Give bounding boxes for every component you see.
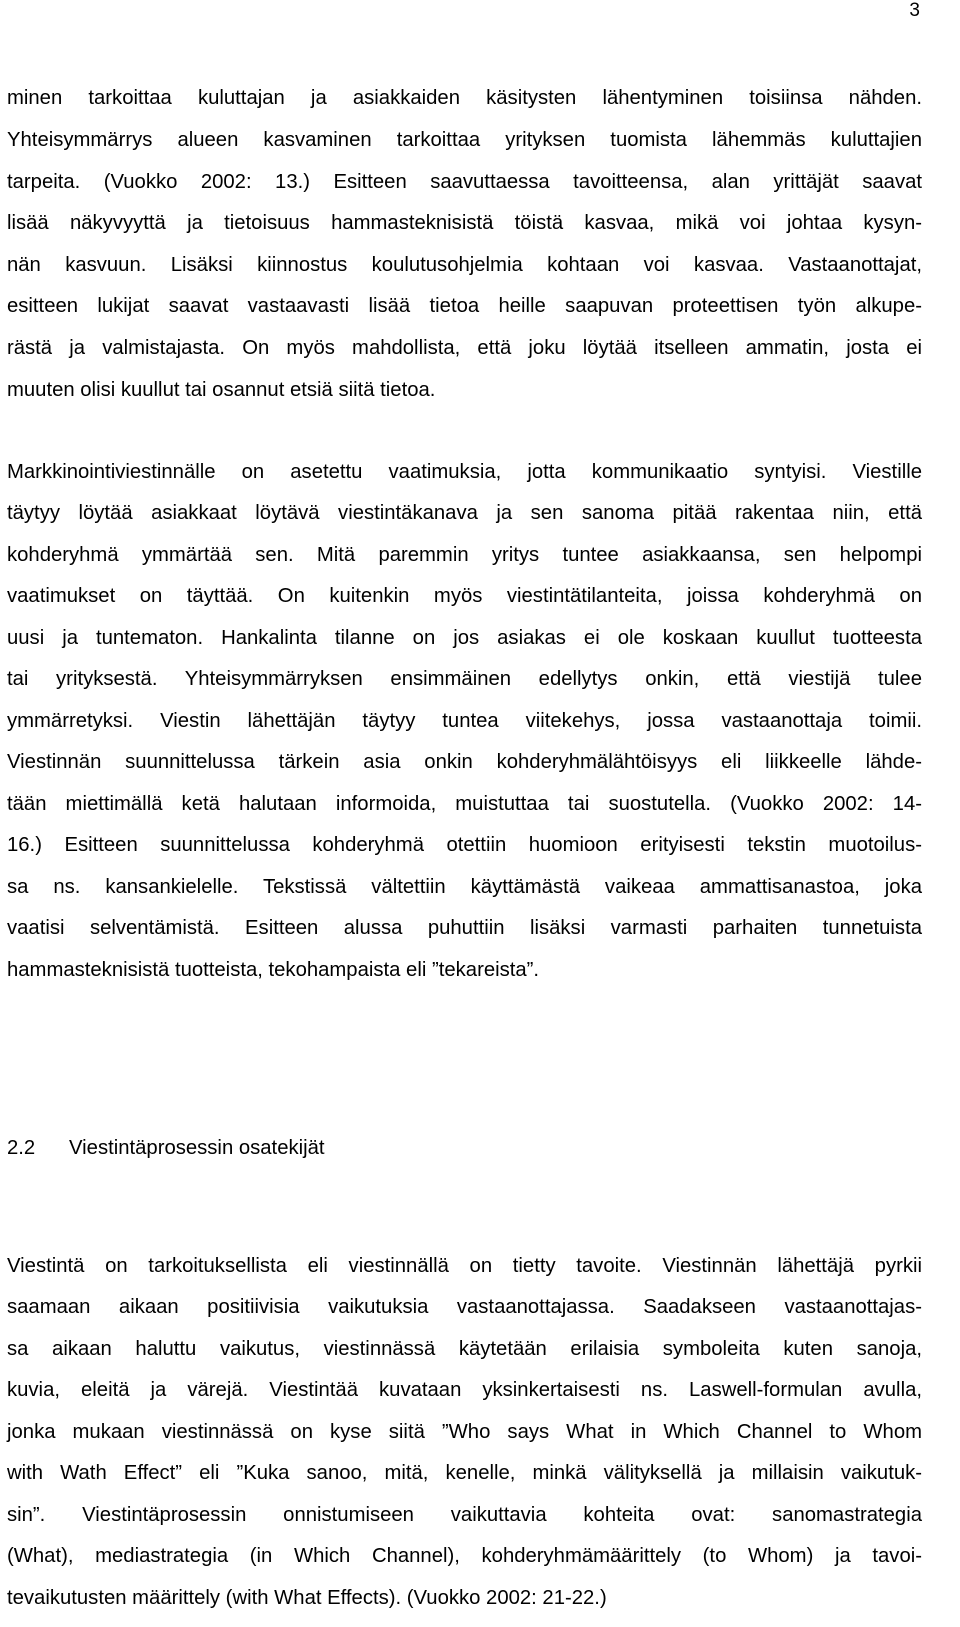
- text-line: tai yrityksestä. Yhteisymmärryksen ensimmäinen edellytys onkin, että viestijä tulee: [7, 668, 922, 690]
- text-line: minen tarkoittaa kuluttajan ja asiakkaiden käsitysten lähentyminen toisiinsa nähden.: [7, 87, 922, 109]
- text-line: sa aikaan haluttu vaikutus, viestinnässä käytetään erilaisia symboleita kuten sanoja,: [7, 1338, 922, 1360]
- section-number: 2.2: [7, 1137, 36, 1159]
- text-line: ymmärretyksi. Viestin lähettäjän täytyy tuntea viitekehys, jossa vastaanottaja toimii.: [7, 710, 922, 732]
- text-line: Yhteisymmärrys alueen kasvaminen tarkoittaa yrityksen tuomista lähemmäs kuluttajien: [7, 129, 922, 151]
- text-line: tevaikutusten määrittely (with What Effects). (Vuokko 2002: 21-22.): [7, 1587, 607, 1609]
- text-line: Markkinointiviestinnälle on asetettu vaatimuksia, jotta kommunikaatio syntyisi. Viestille: [7, 461, 922, 483]
- text-line: kohderyhmä ymmärtää sen. Mitä paremmin yritys tuntee asiakkaansa, sen helpompi: [7, 544, 922, 566]
- page-number: 3: [909, 0, 920, 21]
- text-line: with Wath Effect” eli ”Kuka sanoo, mitä, kenelle, minkä välityksellä ja millaisin vaikutuk-: [7, 1462, 922, 1484]
- text-line: nän kasvuun. Lisäksi kiinnostus koulutusohjelmia kohtaan voi kasvaa. Vastaanottajat,: [7, 254, 922, 276]
- text-line: Viestinnän suunnittelussa tärkein asia onkin kohderyhmälähtöisyys eli liikkeelle lähde-: [7, 751, 922, 773]
- text-line: (What), mediastrategia (in Which Channel), kohderyhmämäärittely (to Whom) ja tavoi-: [7, 1545, 922, 1567]
- text-line: muuten olisi kuullut tai osannut etsiä siitä tietoa.: [7, 379, 436, 401]
- text-line: sa ns. kansankielelle. Tekstissä vältettiin käyttämästä vaikeaa ammattisanastoa, joka: [7, 876, 922, 898]
- text-line: esitteen lukijat saavat vastaavasti lisää tietoa heille saapuvan proteettisen työn alkupe-: [7, 295, 922, 317]
- text-line: Viestintä on tarkoituksellista eli viestinnällä on tietty tavoite. Viestinnän lähettäjä pyrkii: [7, 1255, 922, 1277]
- text-line: rästä ja valmistajasta. On myös mahdollista, että joku löytää itselleen ammatin, josta ei: [7, 337, 922, 359]
- text-line: lisää näkyvyyttä ja tietoisuus hammasteknisistä töistä kasvaa, mikä voi johtaa kysyn-: [7, 212, 922, 234]
- section-heading: [7, 1136, 325, 1160]
- text-line: 16.) Esitteen suunnittelussa kohderyhmä otettiin huomioon erityisesti tekstin muotoilus-: [7, 834, 922, 856]
- text-line: jonka mukaan viestinnässä on kyse siitä ”Who says What in Which Channel to Whom: [7, 1421, 922, 1443]
- text-line: kuvia, eleitä ja värejä. Viestintää kuvataan yksinkertaisesti ns. Laswell-formulan avulla,: [7, 1379, 922, 1401]
- text-line: saamaan aikaan positiivisia vaikutuksia vastaanottajassa. Saadakseen vastaanottajas-: [7, 1296, 922, 1318]
- text-line: vaatimukset on täyttää. On kuitenkin myös viestintätilanteita, joissa kohderyhmä on: [7, 585, 922, 607]
- text-line: tään miettimällä ketä halutaan informoida, muistuttaa tai suostutella. (Vuokko 2002: 14-: [7, 793, 922, 815]
- text-line: hammasteknisistä tuotteista, tekohampaista eli ”tekareista”.: [7, 959, 540, 981]
- text-line: uusi ja tuntematon. Hankalinta tilanne on jos asiakas ei ole koskaan kuullut tuotteesta: [7, 627, 922, 649]
- section-title: Viestintäprosessin osatekijät: [69, 1137, 325, 1159]
- text-line: vaatisi selventämistä. Esitteen alussa puhuttiin lisäksi varmasti parhaiten tunnetuista: [7, 917, 922, 939]
- text-line: täytyy löytää asiakkaat löytävä viestintäkanava ja sen sanoma pitää rakentaa niin, että: [7, 502, 922, 524]
- text-line: sin”. Viestintäprosessin onnistumiseen vaikuttavia kohteita ovat: sanomastrategia: [7, 1504, 922, 1526]
- text-line: tarpeita. (Vuokko 2002: 13.) Esitteen saavuttaessa tavoitteensa, alan yrittäjät saavat: [7, 171, 922, 193]
